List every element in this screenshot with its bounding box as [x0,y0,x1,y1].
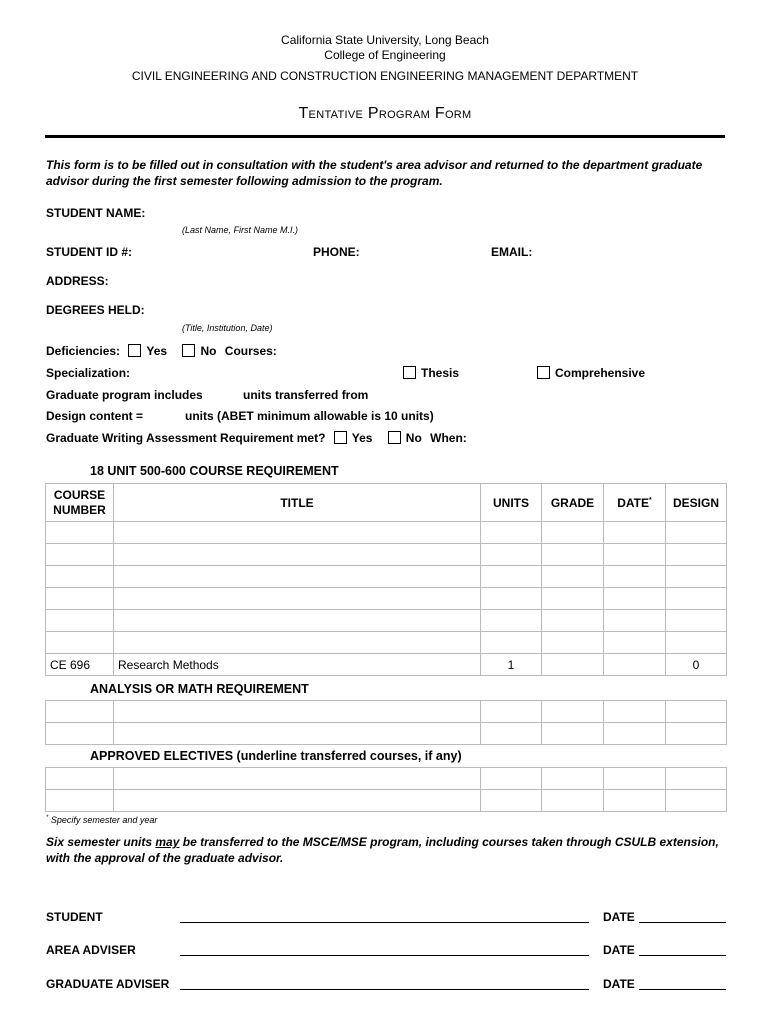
student-id-label: STUDENT ID #: [46,245,133,259]
math-course-table [45,700,727,745]
intro-text: This form is to be filled out in consultation with the student's area advisor and returned to the department graduate advisor during the first semester following admission to the program. [46,158,703,188]
form-title: Tentative Program Form [298,105,472,122]
courses-label: Courses: [224,344,277,358]
degrees-held-hint: (Title, Institution, Date) [182,323,273,333]
table-row [46,522,727,544]
thesis-label: Thesis [421,366,460,380]
units-header: UNITS [481,484,542,522]
electives-heading: APPROVED ELECTIVES (underline transferred courses, if any) [90,749,462,763]
comprehensive-checkbox[interactable] [537,366,550,379]
student-date-line[interactable] [639,922,726,923]
footnote: * Specify semester and year [46,815,158,825]
area-adviser-date-label: DATE [603,943,635,957]
deficiencies-label: Deficiencies: [46,344,121,358]
deficiencies-yes-checkbox[interactable] [128,344,141,357]
grad-program-includes-label: Graduate program includes [46,388,203,402]
table-row [46,588,727,610]
deficiencies-no-label: No [200,344,217,358]
design-content-label: Design content = [46,409,144,423]
area-adviser-date-line[interactable] [639,955,726,956]
table-row [46,610,727,632]
thesis-checkbox[interactable] [403,366,416,379]
graduate-adviser-signature-line[interactable] [180,989,589,990]
college-name: College of Engineering [324,48,446,62]
title-divider [45,135,725,138]
units-transferred-label: units transferred from [243,388,369,402]
gwar-no-checkbox[interactable] [388,431,401,444]
core-course-table [45,483,727,676]
design-units-label: units (ABET minimum allowable is 10 units) [185,409,434,423]
email-label: EMAIL: [491,245,533,259]
table-row [46,790,727,812]
degrees-held-label: DEGREES HELD: [46,303,145,317]
graduate-adviser-signature-label: GRADUATE ADVISER [46,977,170,991]
graduate-adviser-date-line[interactable] [639,989,726,990]
area-adviser-signature-label: AREA ADVISER [46,943,136,957]
electives-table [45,767,727,812]
title-header: TITLE [114,484,481,522]
gwar-label: Graduate Writing Assessment Requirement met? [46,431,326,445]
table-row [46,768,727,790]
table-row [46,701,727,723]
student-signature-label: STUDENT [46,910,103,924]
design-header: DESIGN [666,484,727,522]
table-row [46,632,727,654]
core-requirement-heading: 18 UNIT 500-600 COURSE REQUIREMENT [90,464,339,478]
comprehensive-option [537,366,645,380]
course-number-header: COURSE NUMBER [46,484,114,522]
table-row [46,723,727,745]
student-date-label: DATE [603,910,635,924]
graduate-adviser-date-label: DATE [603,977,635,991]
student-name-label: STUDENT NAME: [46,206,146,220]
phone-label: PHONE: [313,245,360,259]
department-name: CIVIL ENGINEERING AND CONSTRUCTION ENGINEERING MANAGEMENT DEPARTMENT [131,69,639,83]
grade-header: GRADE [542,484,604,522]
deficiencies-row [46,344,277,358]
table-row [46,566,727,588]
gwar-no-label: No [405,431,422,445]
deficiencies-no-checkbox[interactable] [182,344,195,357]
gwar-yes-label: Yes [351,431,373,445]
thesis-option [403,366,459,380]
student-name-hint: (Last Name, First Name M.I.) [182,225,299,235]
table-row-ce696: CE 696 Research Methods 1 0 [46,654,727,676]
math-requirement-heading: ANALYSIS OR MATH REQUIREMENT [90,682,309,696]
gwar-when-label: When: [430,431,467,445]
transfer-note: Six semester units may be transferred to the MSCE/MSE program, including courses taken through CSULB extension, with the approval of the graduate advisor. [46,835,719,865]
gwar-row [46,431,467,445]
area-adviser-signature-line[interactable] [180,955,589,956]
deficiencies-yes-label: Yes [146,344,168,358]
gwar-yes-checkbox[interactable] [334,431,347,444]
comprehensive-label: Comprehensive [555,366,646,380]
student-signature-line[interactable] [180,922,589,923]
specialization-label: Specialization: [46,366,131,380]
table-header-row [46,484,727,522]
address-label: ADDRESS: [46,274,109,288]
table-row [46,544,727,566]
university-name: California State University, Long Beach [281,33,489,47]
date-header: DATE* [604,484,666,522]
